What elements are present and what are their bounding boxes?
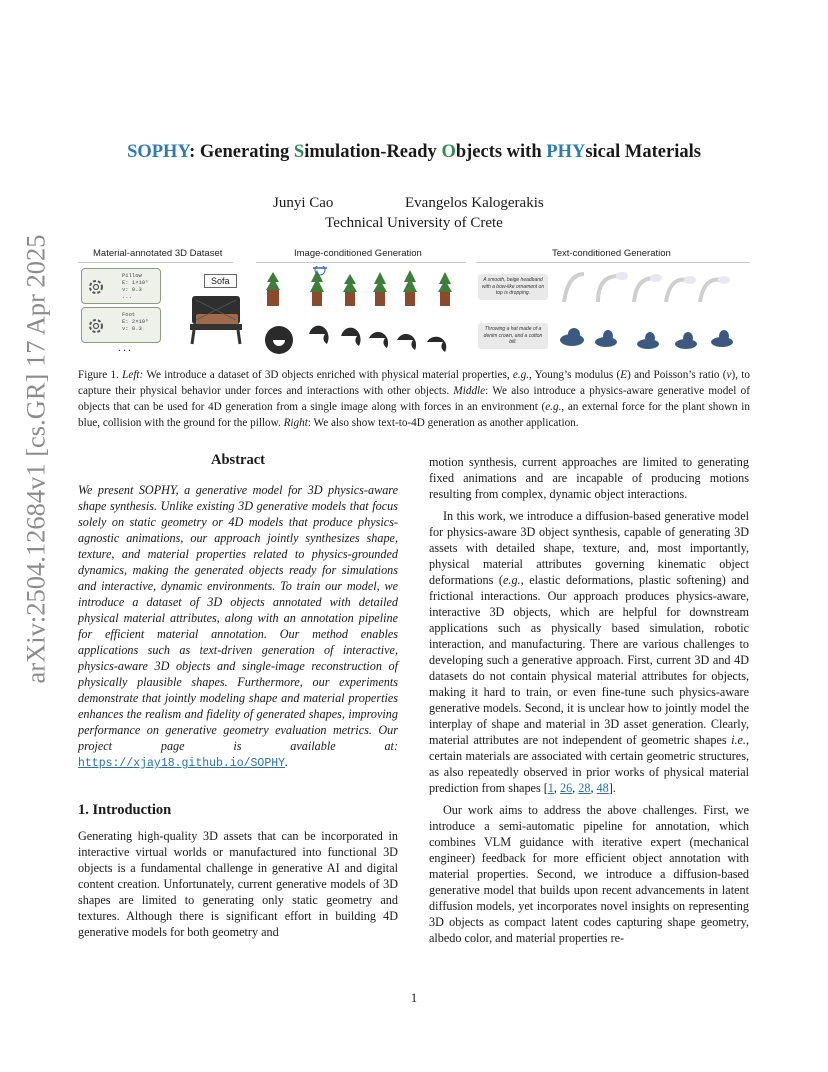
caption-text: Middle — [453, 385, 486, 397]
caption-text: e.g. — [545, 401, 562, 413]
divider — [476, 262, 750, 263]
text-prompt: Throwing a hat made of a denim crown, and a cotton bill. — [478, 323, 548, 349]
card-poisson-ratio: ν: 0.3 — [122, 286, 142, 293]
sofa-image — [186, 290, 246, 346]
card-poisson-ratio: ν: 0.3 — [122, 325, 142, 332]
arxiv-identifier: arXiv:2504.12684v1 [cs.GR] 17 Apr 2025 — [20, 234, 51, 684]
paragraph: motion synthesis, current approaches are limited to generating fixed animations and are incapable of producing motions resulting from complex, dynamic object interactions. — [429, 455, 749, 501]
paragraph: In this work, we introduce a diffusion-based generative model for physics-aware 3D object synthesis, capable of generating 3D assets with detailed shape, texture, and, most importantly, physical material attributes governing kinematic object deformations (e.g., elastic deformations, plastic softening) and frictional interactions. Our approach produces physics-aware, interactive 3D objects, which are helpful for downstream applications such as physically based simulation, robotic interaction, and manufacturing. There are various challenges to developing such a generative approach. First, current 3D and 4D datasets do not contain physical material attributes for objects, making it hard to train, or even fine-tune such physics-aware generative models. Second, it is unclear how to jointly model the interplay of shape and material in 3D asset generation. Clearly, material attributes are not independent of geometric shapes i.e., certain materials are associated with certain geometric structures, as also repeatedly observed in prior works of physical material prediction from shapes [1, 26, 28, 48]. — [429, 509, 749, 795]
paragraph-text: , elastic deformations, plastic softening) and frictional interactions. Our approach produces physics-aware, interactive 3D objects, which are helpful for downstream applications such as physically based simulation, robotic interaction, and manufacturing. There are various challenges to developing such a generative approach. First, current 3D and 4D datasets do not contain physical material attributes for objects, making it hard to train, or even fine-tune such physics-aware generative models. Second, it is unclear how to jointly model the interplay of shape and material in 3D asset generation. Clearly, material attributes are not independent of geometric shapes — [429, 573, 749, 747]
figure-section-label: Text-conditioned Generation — [552, 248, 671, 259]
caption-text: e.g. — [512, 369, 530, 381]
card-object-name: Foot — [122, 311, 136, 318]
caption-text: ), to capture their physical behavior under forces and interactions with other objects. — [78, 369, 750, 397]
abstract-end: . — [285, 755, 289, 769]
text-prompt: A smooth, beige headband with a bow-like ornament on top is dropping. — [478, 274, 548, 300]
paragraph-text: ]. — [608, 781, 616, 795]
material-card — [81, 268, 161, 304]
paragraph-text: i.e. — [731, 733, 746, 747]
title-part: imulation-Ready — [304, 142, 442, 162]
citation-link[interactable]: 1 — [547, 781, 554, 795]
introduction-heading: 1. Introduction — [78, 802, 172, 818]
divider — [256, 262, 466, 263]
abstract-heading: Abstract — [211, 452, 265, 468]
card-more: ... — [122, 293, 132, 300]
figure-section-label: Material-annotated 3D Dataset — [93, 248, 223, 259]
caption-text: ) and Poisson’s ratio ( — [627, 369, 727, 381]
affiliation: Technical University of Crete — [325, 215, 503, 231]
caption-text: Figure 1. — [78, 369, 123, 381]
title-part: PHY — [546, 142, 586, 162]
title-part: bjects with — [455, 142, 547, 162]
gear-icon — [86, 316, 106, 336]
author-name: Evangelos Kalogerakis — [405, 195, 544, 211]
citation-link[interactable]: 48 — [596, 781, 609, 795]
figure-1 — [78, 244, 750, 362]
gear-icon — [86, 277, 106, 297]
title-part: : Generating — [189, 142, 294, 162]
caption-text: : We also show text-to-4D generation as another application. — [307, 417, 579, 429]
caption-text: Left: — [122, 369, 144, 381]
sofa-label: Sofa — [204, 274, 237, 288]
figure-caption — [78, 367, 750, 431]
paragraph-text: In this work, we introduce a diffusion-based generative model for physics-aware 3D object synthesis, capable of generating 3D assets with detailed shape, texture, and, most importantly, physical material attributes governing kinematic object deformations ( — [429, 509, 749, 587]
page-number: 1 — [410, 991, 418, 1005]
citation-link[interactable]: 26 — [559, 781, 573, 795]
citation-link[interactable]: 28 — [578, 781, 591, 795]
intro-paragraph: Generating high-quality 3D assets that can be incorporated in interactive virtual worlds or manufactured into functional 3D objects is a fundamental challenge in generative AI and digital content creation. Unfortunately, current generative models of 3D shapes are limited to generating only static geometry and textures. Although there is significant effort in building 4D generative models for both geometry and — [78, 829, 398, 939]
left-column — [78, 452, 398, 940]
title-part: sical Materials — [585, 142, 701, 162]
material-card — [81, 307, 161, 343]
caption-text: : We also introduce a physics-aware generative model of objects that can be used for 4D generation from a single image along with forces in an environment ( — [78, 385, 750, 413]
paper-title — [0, 142, 828, 163]
paragraph-text: , certain materials are associated with certain geometric structures, as also repeatedly observed in prior works of physical material prediction from shapes [ — [429, 733, 749, 795]
dataset-ellipsis: ... — [118, 340, 133, 354]
caption-text: Right — [283, 417, 308, 429]
headband-generation-row — [556, 266, 750, 310]
title-part: S — [293, 142, 305, 162]
divider — [78, 262, 233, 263]
card-object-name: Pillow — [122, 272, 142, 279]
caption-text: , an external force for the plant shown in blue, collision with the ground for the pillow. — [78, 401, 750, 429]
caption-text: ν — [726, 369, 732, 381]
author-name: Junyi Cao — [273, 195, 334, 211]
caption-text: , Young’s modulus ( — [529, 369, 621, 381]
right-column — [429, 454, 749, 946]
paragraph: Our work aims to address the above challenges. First, we introduce a semi-automatic pipeline for annotation, which combines VLM guidance with iterative expert (mechanical engineer) feedback for more efficient object annotation with material properties. Second, we introduce a diffusion-based generative model that builds upon recent advancements in latent diffusion models, yet incorporates novel insights on representing 3D objects as compact latent codes capturing shape geometry, albedo color, and material properties re- — [429, 803, 749, 945]
card-youngs-modulus: E: 2×10⁶ — [122, 318, 149, 325]
abstract-body — [78, 482, 398, 772]
hat-generation-row — [556, 320, 750, 360]
paragraph-text: e.g. — [502, 573, 521, 587]
pillow-generation-row — [261, 320, 461, 362]
project-page-link[interactable]: https://xjay18.github.io/SOPHY — [78, 757, 286, 770]
title-part: O — [441, 142, 456, 162]
figure-section-label: Image-conditioned Generation — [294, 248, 422, 259]
plant-generation-row — [261, 266, 461, 312]
card-youngs-modulus: E: 1×10⁵ — [122, 279, 149, 286]
caption-text: We introduce a dataset of 3D objects enriched with physical material properties, — [143, 369, 513, 381]
abstract-text: We present SOPHY, a generative model for 3D physics-aware shape synthesis. Unlike existing 3D generative models that focus solely on static geometry or 4D models that produce physics-agnostic animations, our approach jointly synthesizes shape, texture, and material properties related to physics-grounded dynamics, making the generated objects ready for simulations and interactive, dynamic environments. To train our model, we introduce a dataset of 3D objects annotated with detailed physical material attributes, along with an annotation pipeline for efficient material annotation. Our method enables applications such as text-driven generation of interactive, physics-aware 3D objects and single-image reconstruction of physically plausible shapes. Furthermore, our experiments demonstrate that jointly modeling shape and material properties enhances the realism and fidelity of generated shapes, improving performance on generative geometry evaluation metrics. Our project page is available at: — [78, 483, 398, 753]
title-part: SOPHY — [127, 142, 190, 162]
caption-text: E — [620, 369, 628, 381]
